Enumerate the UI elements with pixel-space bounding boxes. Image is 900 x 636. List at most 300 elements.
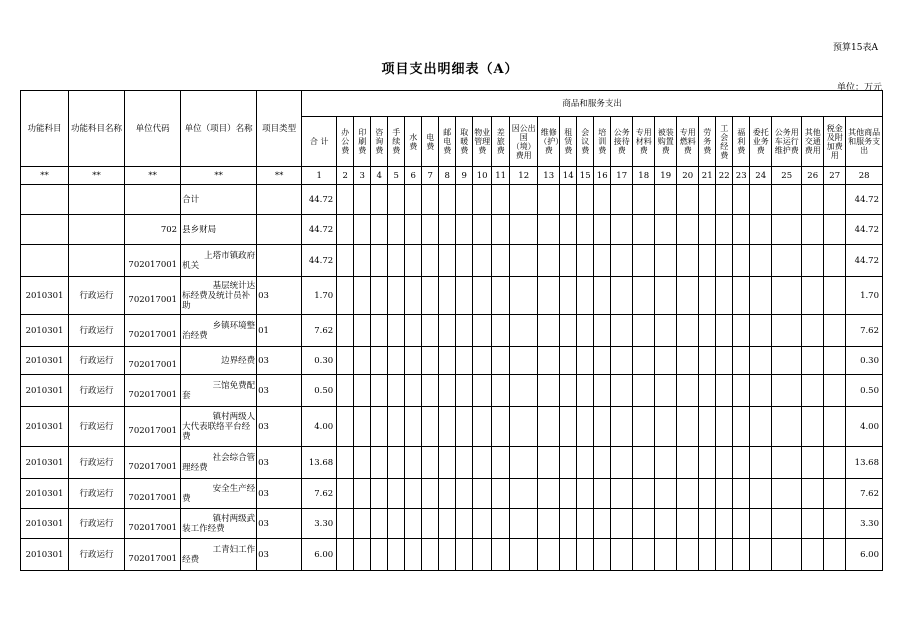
empty-cell xyxy=(772,315,802,347)
empty-cell xyxy=(750,315,772,347)
empty-cell xyxy=(655,479,677,509)
unit-label: 单位：万元 xyxy=(836,83,882,93)
unit-code-cell xyxy=(125,375,181,407)
empty-cell xyxy=(337,185,354,215)
empty-cell xyxy=(611,509,633,539)
empty-cell xyxy=(371,215,388,245)
empty-cell xyxy=(354,447,371,479)
empty-cell xyxy=(655,185,677,215)
empty-cell xyxy=(439,375,456,407)
empty-cell xyxy=(750,539,772,571)
empty-cell xyxy=(677,375,699,407)
empty-cell xyxy=(456,347,473,375)
code-cell: 3 xyxy=(354,167,371,185)
other-expense-cell: 44.72 xyxy=(846,185,883,215)
empty-cell xyxy=(716,277,733,315)
empty-cell xyxy=(699,407,716,447)
header-sub-4: 咨询费 xyxy=(371,117,388,167)
empty-cell xyxy=(577,407,594,447)
code-cell: 13 xyxy=(538,167,560,185)
empty-cell xyxy=(699,479,716,509)
empty-cell xyxy=(772,215,802,245)
func-code-cell xyxy=(21,215,69,245)
unit-code-text: 702 xyxy=(160,224,178,235)
empty-cell xyxy=(750,407,772,447)
empty-cell xyxy=(354,539,371,571)
unit-code-text: 702017001 xyxy=(128,390,178,400)
code-cell: 28 xyxy=(846,167,883,185)
header-sub-8: 邮电费 xyxy=(439,117,456,167)
empty-cell xyxy=(538,447,560,479)
empty-cell xyxy=(422,375,439,407)
code-cell: 11 xyxy=(492,167,510,185)
empty-cell xyxy=(750,479,772,509)
unit-name-cell xyxy=(181,407,257,447)
empty-cell xyxy=(594,347,611,375)
unit-code-cell xyxy=(125,479,181,509)
empty-cell xyxy=(577,315,594,347)
empty-cell xyxy=(733,185,750,215)
unit-name-top: 基层统计达 xyxy=(212,280,256,291)
empty-cell xyxy=(388,315,405,347)
empty-cell xyxy=(824,315,846,347)
form-id: 预算15表A xyxy=(833,43,878,53)
code-cell: 22 xyxy=(716,167,733,185)
empty-cell xyxy=(510,347,538,375)
empty-cell xyxy=(354,509,371,539)
code-cell: ** xyxy=(125,167,181,185)
empty-cell xyxy=(422,245,439,277)
unit-code-text: 702017001 xyxy=(128,493,178,503)
header-sub-20: 专用燃料费 xyxy=(677,117,699,167)
header-sub-3: 印刷费 xyxy=(354,117,371,167)
empty-cell xyxy=(492,509,510,539)
empty-cell xyxy=(422,185,439,215)
empty-cell xyxy=(405,277,422,315)
empty-cell xyxy=(577,447,594,479)
header-sub-18: 专用材料费 xyxy=(633,117,655,167)
empty-cell xyxy=(733,479,750,509)
empty-cell xyxy=(422,215,439,245)
unit-name-top: 三馆免费配 xyxy=(212,380,256,391)
header-sub-21: 劳务费 xyxy=(699,117,716,167)
empty-cell xyxy=(456,375,473,407)
empty-cell xyxy=(716,215,733,245)
header-unit-name: 单位（项目）名称 xyxy=(181,91,257,167)
header-func-name: 功能科目名称 xyxy=(69,91,125,167)
empty-cell xyxy=(716,509,733,539)
other-expense-cell: 4.00 xyxy=(846,407,883,447)
proj-type-cell xyxy=(257,245,302,277)
empty-cell xyxy=(577,245,594,277)
empty-cell xyxy=(439,215,456,245)
code-cell: 21 xyxy=(699,167,716,185)
empty-cell xyxy=(492,215,510,245)
table-row xyxy=(21,509,883,539)
empty-cell xyxy=(388,245,405,277)
table-row xyxy=(21,245,883,277)
empty-cell xyxy=(633,407,655,447)
empty-cell xyxy=(337,215,354,245)
empty-cell xyxy=(577,509,594,539)
header-sub-13: 维修（护）费 xyxy=(538,117,560,167)
unit-name-top: 镇村两级武 xyxy=(212,513,256,524)
empty-cell xyxy=(655,539,677,571)
code-cell: 26 xyxy=(802,167,824,185)
header-sub-5: 手续费 xyxy=(388,117,405,167)
total-cell: 4.00 xyxy=(302,407,337,447)
unit-code-text: 702017001 xyxy=(128,426,178,436)
empty-cell xyxy=(733,509,750,539)
code-cell: 24 xyxy=(750,167,772,185)
proj-type-cell xyxy=(257,185,302,215)
unit-name-cell xyxy=(181,375,257,407)
empty-cell xyxy=(388,407,405,447)
empty-cell xyxy=(633,347,655,375)
unit-code-text: 702017001 xyxy=(128,360,178,370)
empty-cell xyxy=(439,347,456,375)
empty-cell xyxy=(802,539,824,571)
empty-cell xyxy=(337,375,354,407)
empty-cell xyxy=(510,245,538,277)
empty-cell xyxy=(560,215,577,245)
empty-cell xyxy=(337,315,354,347)
unit-name-bottom: 治经费 xyxy=(182,330,208,341)
empty-cell xyxy=(510,539,538,571)
unit-code-cell xyxy=(125,447,181,479)
empty-cell xyxy=(510,509,538,539)
empty-cell xyxy=(699,447,716,479)
empty-cell xyxy=(824,509,846,539)
empty-cell xyxy=(577,215,594,245)
empty-cell xyxy=(750,185,772,215)
empty-cell xyxy=(337,277,354,315)
empty-cell xyxy=(611,347,633,375)
func-code-cell: 2010301 xyxy=(21,447,69,479)
empty-cell xyxy=(405,375,422,407)
header-sub-6: 水费 xyxy=(405,117,422,167)
unit-name-cell xyxy=(181,447,257,479)
empty-cell xyxy=(655,509,677,539)
empty-cell xyxy=(733,407,750,447)
code-cell: 18 xyxy=(633,167,655,185)
func-name-cell: 行政运行 xyxy=(69,479,125,509)
empty-cell xyxy=(633,447,655,479)
empty-cell xyxy=(677,185,699,215)
empty-cell xyxy=(716,447,733,479)
empty-cell xyxy=(733,315,750,347)
empty-cell xyxy=(824,347,846,375)
proj-type-cell: 01 xyxy=(257,315,302,347)
empty-cell xyxy=(699,509,716,539)
empty-cell xyxy=(699,315,716,347)
unit-code-cell xyxy=(125,407,181,447)
empty-cell xyxy=(456,185,473,215)
unit-name-top: 镇村两级人 xyxy=(212,411,256,422)
total-cell: 3.30 xyxy=(302,509,337,539)
empty-cell xyxy=(594,509,611,539)
empty-cell xyxy=(560,407,577,447)
empty-cell xyxy=(473,347,492,375)
empty-cell xyxy=(388,347,405,375)
table-row xyxy=(21,375,883,407)
unit-name-bottom: 费 xyxy=(182,493,191,504)
empty-cell xyxy=(824,185,846,215)
empty-cell xyxy=(337,245,354,277)
unit-code-cell xyxy=(125,277,181,315)
header-sub-11: 差旅费 xyxy=(492,117,510,167)
code-cell: ** xyxy=(21,167,69,185)
empty-cell xyxy=(802,277,824,315)
empty-cell xyxy=(422,315,439,347)
proj-type-cell: 03 xyxy=(257,479,302,509)
func-name-cell: 行政运行 xyxy=(69,447,125,479)
empty-cell xyxy=(492,375,510,407)
empty-cell xyxy=(371,315,388,347)
empty-cell xyxy=(538,407,560,447)
unit-code-cell xyxy=(125,315,181,347)
unit-code-text: 702017001 xyxy=(128,295,178,305)
empty-cell xyxy=(405,479,422,509)
empty-cell xyxy=(439,185,456,215)
empty-cell xyxy=(354,407,371,447)
table-row xyxy=(21,277,883,315)
proj-type-cell: 03 xyxy=(257,347,302,375)
empty-cell xyxy=(560,185,577,215)
func-name-cell: 行政运行 xyxy=(69,375,125,407)
empty-cell xyxy=(492,407,510,447)
header-sub-23: 福利费 xyxy=(733,117,750,167)
empty-cell xyxy=(371,245,388,277)
empty-cell xyxy=(824,245,846,277)
empty-cell xyxy=(655,277,677,315)
header-sub-10: 物业管理费 xyxy=(473,117,492,167)
empty-cell xyxy=(560,375,577,407)
header-sub-27: 税金及附加费用 xyxy=(824,117,846,167)
empty-cell xyxy=(802,447,824,479)
func-name-cell: 行政运行 xyxy=(69,347,125,375)
header-sub-19: 被装购置费 xyxy=(655,117,677,167)
empty-cell xyxy=(422,509,439,539)
empty-cell xyxy=(677,245,699,277)
code-cell: 9 xyxy=(456,167,473,185)
empty-cell xyxy=(422,347,439,375)
code-row xyxy=(21,167,883,185)
empty-cell xyxy=(655,407,677,447)
empty-cell xyxy=(716,315,733,347)
header-sub-15: 会议费 xyxy=(577,117,594,167)
empty-cell xyxy=(354,277,371,315)
empty-cell xyxy=(388,479,405,509)
header-sub-28: 其他商品和服务支出 xyxy=(846,117,883,167)
unit-name-bottom: 机关 xyxy=(182,260,200,271)
header-unit-code: 单位代码 xyxy=(125,91,181,167)
total-cell: 7.62 xyxy=(302,479,337,509)
empty-cell xyxy=(354,479,371,509)
empty-cell xyxy=(733,215,750,245)
header-sub-24: 委托业务费 xyxy=(750,117,772,167)
proj-type-cell xyxy=(257,215,302,245)
empty-cell xyxy=(699,347,716,375)
empty-cell xyxy=(422,407,439,447)
empty-cell xyxy=(371,509,388,539)
empty-cell xyxy=(633,245,655,277)
func-name-cell: 行政运行 xyxy=(69,509,125,539)
empty-cell xyxy=(473,479,492,509)
empty-cell xyxy=(633,539,655,571)
empty-cell xyxy=(538,539,560,571)
empty-cell xyxy=(337,407,354,447)
proj-type-cell: 03 xyxy=(257,509,302,539)
func-name-cell xyxy=(69,215,125,245)
empty-cell xyxy=(733,447,750,479)
empty-cell xyxy=(802,215,824,245)
empty-cell xyxy=(733,539,750,571)
empty-cell xyxy=(824,539,846,571)
empty-cell xyxy=(772,277,802,315)
unit-name-bottom: 合计 xyxy=(182,194,200,205)
total-cell: 7.62 xyxy=(302,315,337,347)
unit-code-cell xyxy=(125,347,181,375)
empty-cell xyxy=(510,215,538,245)
code-cell: 7 xyxy=(422,167,439,185)
empty-cell xyxy=(456,315,473,347)
empty-cell xyxy=(337,509,354,539)
proj-type-cell: 03 xyxy=(257,277,302,315)
table-row xyxy=(21,347,883,375)
unit-code-cell xyxy=(125,185,181,215)
table-row xyxy=(21,407,883,447)
empty-cell xyxy=(456,479,473,509)
empty-cell xyxy=(824,407,846,447)
empty-cell xyxy=(371,539,388,571)
code-cell: 4 xyxy=(371,167,388,185)
code-cell: 8 xyxy=(439,167,456,185)
empty-cell xyxy=(456,509,473,539)
empty-cell xyxy=(538,375,560,407)
empty-cell xyxy=(439,509,456,539)
unit-name-bottom: 经费 xyxy=(182,554,200,565)
unit-name-top: 上塔市镇政府 xyxy=(204,250,256,261)
empty-cell xyxy=(594,539,611,571)
empty-cell xyxy=(456,215,473,245)
code-cell: 23 xyxy=(733,167,750,185)
empty-cell xyxy=(492,277,510,315)
empty-cell xyxy=(750,215,772,245)
empty-cell xyxy=(772,245,802,277)
empty-cell xyxy=(337,447,354,479)
page-title: 项目支出明细表（A） xyxy=(381,62,519,77)
empty-cell xyxy=(456,407,473,447)
header-proj-type: 项目类型 xyxy=(257,91,302,167)
empty-cell xyxy=(371,375,388,407)
empty-cell xyxy=(473,185,492,215)
empty-cell xyxy=(439,245,456,277)
empty-cell xyxy=(611,479,633,509)
empty-cell xyxy=(510,277,538,315)
empty-cell xyxy=(492,185,510,215)
empty-cell xyxy=(677,215,699,245)
empty-cell xyxy=(388,277,405,315)
func-code-cell: 2010301 xyxy=(21,347,69,375)
empty-cell xyxy=(405,407,422,447)
empty-cell xyxy=(538,479,560,509)
other-expense-cell: 0.50 xyxy=(846,375,883,407)
empty-cell xyxy=(560,245,577,277)
empty-cell xyxy=(655,347,677,375)
empty-cell xyxy=(405,447,422,479)
empty-cell xyxy=(577,347,594,375)
empty-cell xyxy=(456,277,473,315)
empty-cell xyxy=(439,479,456,509)
empty-cell xyxy=(422,277,439,315)
unit-name-cell xyxy=(181,315,257,347)
table-row xyxy=(21,539,883,571)
empty-cell xyxy=(371,407,388,447)
unit-name-bottom: 大代表联络平台经费 xyxy=(182,421,251,442)
unit-code-cell xyxy=(125,215,181,245)
header-sub-14: 租赁费 xyxy=(560,117,577,167)
empty-cell xyxy=(422,539,439,571)
empty-cell xyxy=(538,185,560,215)
empty-cell xyxy=(456,539,473,571)
empty-cell xyxy=(354,347,371,375)
empty-cell xyxy=(802,245,824,277)
empty-cell xyxy=(473,407,492,447)
empty-cell xyxy=(473,245,492,277)
empty-cell xyxy=(510,375,538,407)
empty-cell xyxy=(337,479,354,509)
other-expense-cell: 44.72 xyxy=(846,215,883,245)
func-code-cell: 2010301 xyxy=(21,479,69,509)
empty-cell xyxy=(456,447,473,479)
empty-cell xyxy=(538,315,560,347)
header-sub-7: 电费 xyxy=(422,117,439,167)
empty-cell xyxy=(594,375,611,407)
unit-name-bottom: 理经费 xyxy=(182,462,208,473)
empty-cell xyxy=(354,185,371,215)
empty-cell xyxy=(354,315,371,347)
empty-cell xyxy=(405,315,422,347)
empty-cell xyxy=(699,215,716,245)
empty-cell xyxy=(577,277,594,315)
func-code-cell xyxy=(21,185,69,215)
header-sub-9: 取暖费 xyxy=(456,117,473,167)
func-name-cell: 行政运行 xyxy=(69,539,125,571)
empty-cell xyxy=(611,447,633,479)
empty-cell xyxy=(492,479,510,509)
empty-cell xyxy=(802,479,824,509)
empty-cell xyxy=(824,375,846,407)
empty-cell xyxy=(594,215,611,245)
empty-cell xyxy=(750,509,772,539)
empty-cell xyxy=(772,447,802,479)
other-expense-cell: 7.62 xyxy=(846,315,883,347)
header-sub-26: 其他交通费用 xyxy=(802,117,824,167)
total-cell: 13.68 xyxy=(302,447,337,479)
other-expense-cell: 0.30 xyxy=(846,347,883,375)
empty-cell xyxy=(633,185,655,215)
unit-code-text: 702017001 xyxy=(128,462,178,472)
empty-cell xyxy=(510,185,538,215)
table-row xyxy=(21,185,883,215)
empty-cell xyxy=(699,539,716,571)
expenditure-table xyxy=(20,90,883,571)
other-expense-cell: 6.00 xyxy=(846,539,883,571)
code-cell: ** xyxy=(181,167,257,185)
empty-cell xyxy=(677,509,699,539)
header-func-code: 功能科目 xyxy=(21,91,69,167)
